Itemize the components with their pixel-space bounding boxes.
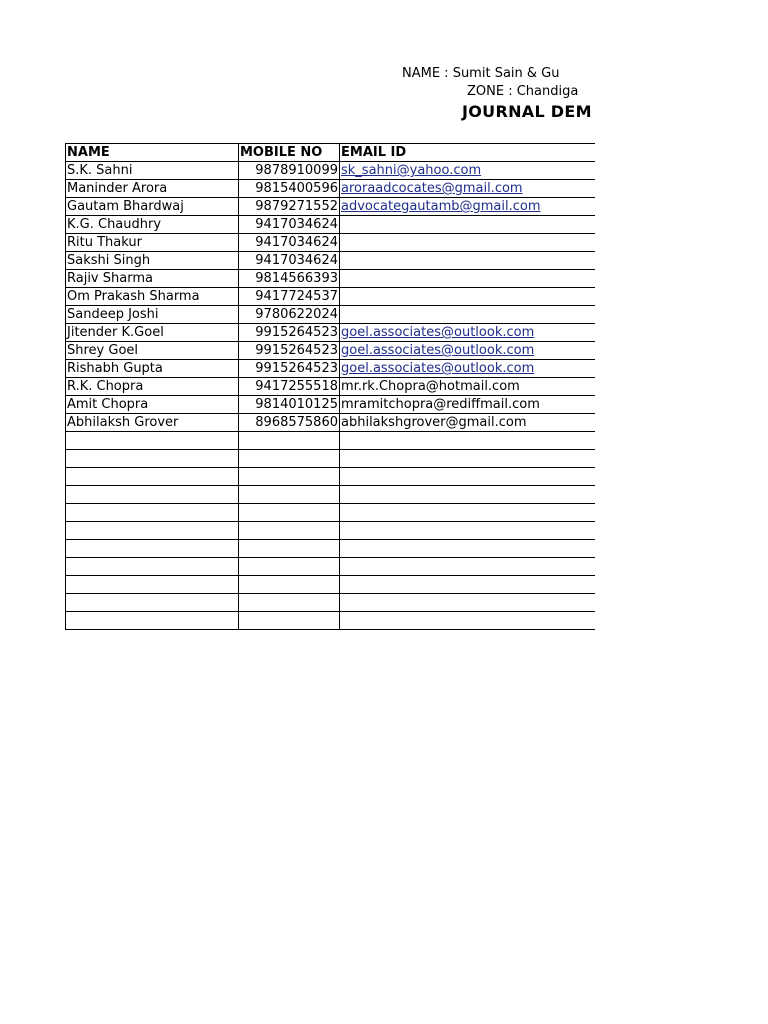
email-link[interactable]: goel.associates@outlook.com — [341, 325, 535, 340]
contact-mobile-cell: 9915264523 — [239, 324, 340, 342]
contact-mobile-cell: 9915264523 — [239, 360, 340, 378]
table-row — [66, 522, 596, 540]
contact-email-cell — [340, 306, 596, 324]
contact-email-cell — [340, 270, 596, 288]
table-row — [66, 540, 596, 558]
contact-name-cell: Sakshi Singh — [66, 252, 239, 270]
table-row — [66, 432, 596, 450]
table-header-row — [66, 144, 596, 162]
contact-name-cell: R.K. Chopra — [66, 378, 239, 396]
table-row — [66, 486, 596, 504]
table-row — [66, 594, 596, 612]
contact-email-cell — [340, 162, 596, 180]
contact-name-cell: Jitender K.Goel — [66, 324, 239, 342]
table-row — [66, 252, 596, 270]
contact-mobile-cell — [239, 504, 340, 522]
contact-name-cell: Maninder Arora — [66, 180, 239, 198]
contact-mobile-cell: 9814010125 — [239, 396, 340, 414]
table-row — [66, 450, 596, 468]
contact-name-cell — [66, 468, 239, 486]
email-link[interactable]: sk_sahni@yahoo.com — [341, 163, 482, 178]
contact-mobile-cell: 9815400596 — [239, 180, 340, 198]
contact-name-cell: Om Prakash Sharma — [66, 288, 239, 306]
contact-mobile-cell: 9879271552 — [239, 198, 340, 216]
email-link[interactable]: goel.associates@outlook.com — [341, 343, 535, 358]
contact-email-cell — [340, 558, 596, 576]
contact-name-cell — [66, 432, 239, 450]
contact-mobile-cell: 9814566393 — [239, 270, 340, 288]
contact-mobile-cell — [239, 468, 340, 486]
contact-email-cell — [340, 432, 596, 450]
contact-email-cell — [340, 360, 596, 378]
contact-mobile-cell — [239, 450, 340, 468]
contact-email-cell — [340, 576, 596, 594]
contact-mobile-cell: 8968575860 — [239, 414, 340, 432]
contact-name-cell: Amit Chopra — [66, 396, 239, 414]
contact-mobile-cell: 9417034624 — [239, 216, 340, 234]
table-row — [66, 360, 596, 378]
contact-mobile-cell: 9780622024 — [239, 306, 340, 324]
table-row — [66, 378, 596, 396]
table-row — [66, 180, 596, 198]
contact-mobile-cell — [239, 540, 340, 558]
contact-mobile-cell: 9915264523 — [239, 342, 340, 360]
contact-email-cell — [340, 396, 596, 414]
table-row — [66, 306, 596, 324]
table-row — [66, 162, 596, 180]
contact-name-cell: Rajiv Sharma — [66, 270, 239, 288]
contact-name-cell: Rishabh Gupta — [66, 360, 239, 378]
contact-name-cell: Gautam Bhardwaj — [66, 198, 239, 216]
contact-mobile-cell: 9417255518 — [239, 378, 340, 396]
contact-name-cell: K.G. Chaudhry — [66, 216, 239, 234]
contact-mobile-cell: 9417724537 — [239, 288, 340, 306]
table-row — [66, 216, 596, 234]
column-header-name: NAME — [66, 144, 239, 162]
contact-name-cell: Ritu Thakur — [66, 234, 239, 252]
table-row — [66, 342, 596, 360]
contact-name-cell — [66, 486, 239, 504]
table-row — [66, 198, 596, 216]
contact-mobile-cell — [239, 558, 340, 576]
contact-email-cell — [340, 450, 596, 468]
contact-name-cell — [66, 522, 239, 540]
contact-email-cell — [340, 378, 596, 396]
contact-mobile-cell — [239, 594, 340, 612]
contact-mobile-cell — [239, 612, 340, 630]
table-row — [66, 270, 596, 288]
contact-email-cell — [340, 252, 596, 270]
contact-name-cell — [66, 558, 239, 576]
contact-name-cell — [66, 450, 239, 468]
owner-name-line: NAME : Sumit Sain & Gu — [402, 66, 560, 81]
column-header-email: EMAIL ID — [340, 144, 596, 162]
table-row — [66, 414, 596, 432]
contact-name-cell — [66, 540, 239, 558]
contact-mobile-cell — [239, 522, 340, 540]
contact-email-cell — [340, 504, 596, 522]
contact-name-cell: Abhilaksh Grover — [66, 414, 239, 432]
contact-email-cell — [340, 594, 596, 612]
document-title: JOURNAL DEM — [462, 102, 592, 121]
contact-email-cell — [340, 612, 596, 630]
contact-name-cell: Sandeep Joshi — [66, 306, 239, 324]
contact-email-cell — [340, 180, 596, 198]
contact-email-cell — [340, 486, 596, 504]
contact-email-cell — [340, 540, 596, 558]
table-row — [66, 576, 596, 594]
contact-mobile-cell: 9878910099 — [239, 162, 340, 180]
contact-mobile-cell: 9417034624 — [239, 252, 340, 270]
table-row — [66, 396, 596, 414]
email-link[interactable]: aroraadcocates@gmail.com — [341, 181, 523, 196]
contact-email-cell — [340, 216, 596, 234]
email-link[interactable]: advocategautamb@gmail.com — [341, 199, 541, 214]
contact-email-cell — [340, 234, 596, 252]
contact-email-cell — [340, 198, 596, 216]
table-row — [66, 558, 596, 576]
zone-line: ZONE : Chandiga — [467, 84, 579, 99]
contact-name-cell — [66, 612, 239, 630]
column-header-mobile: MOBILE NO — [239, 144, 340, 162]
contact-mobile-cell: 9417034624 — [239, 234, 340, 252]
table-row — [66, 504, 596, 522]
contact-name-cell: S.K. Sahni — [66, 162, 239, 180]
contact-name-cell — [66, 594, 239, 612]
table-row — [66, 288, 596, 306]
table-row — [66, 234, 596, 252]
table-row — [66, 612, 596, 630]
table-row — [66, 324, 596, 342]
contact-email-cell — [340, 414, 596, 432]
contacts-table — [65, 143, 595, 630]
contact-email-cell — [340, 468, 596, 486]
contact-mobile-cell — [239, 432, 340, 450]
contact-email-cell — [340, 324, 596, 342]
email-text: abhilakshgrover@gmail.com — [341, 415, 527, 430]
email-text: mr.rk.Chopra@hotmail.com — [341, 379, 520, 394]
contacts-table-body — [66, 162, 596, 630]
contact-mobile-cell — [239, 486, 340, 504]
contact-mobile-cell — [239, 576, 340, 594]
contact-email-cell — [340, 522, 596, 540]
contact-name-cell: Shrey Goel — [66, 342, 239, 360]
contact-name-cell — [66, 504, 239, 522]
contact-email-cell — [340, 288, 596, 306]
email-link[interactable]: goel.associates@outlook.com — [341, 361, 535, 376]
email-text: mramitchopra@rediffmail.com — [341, 397, 540, 412]
contact-name-cell — [66, 576, 239, 594]
contact-email-cell — [340, 342, 596, 360]
table-row — [66, 468, 596, 486]
